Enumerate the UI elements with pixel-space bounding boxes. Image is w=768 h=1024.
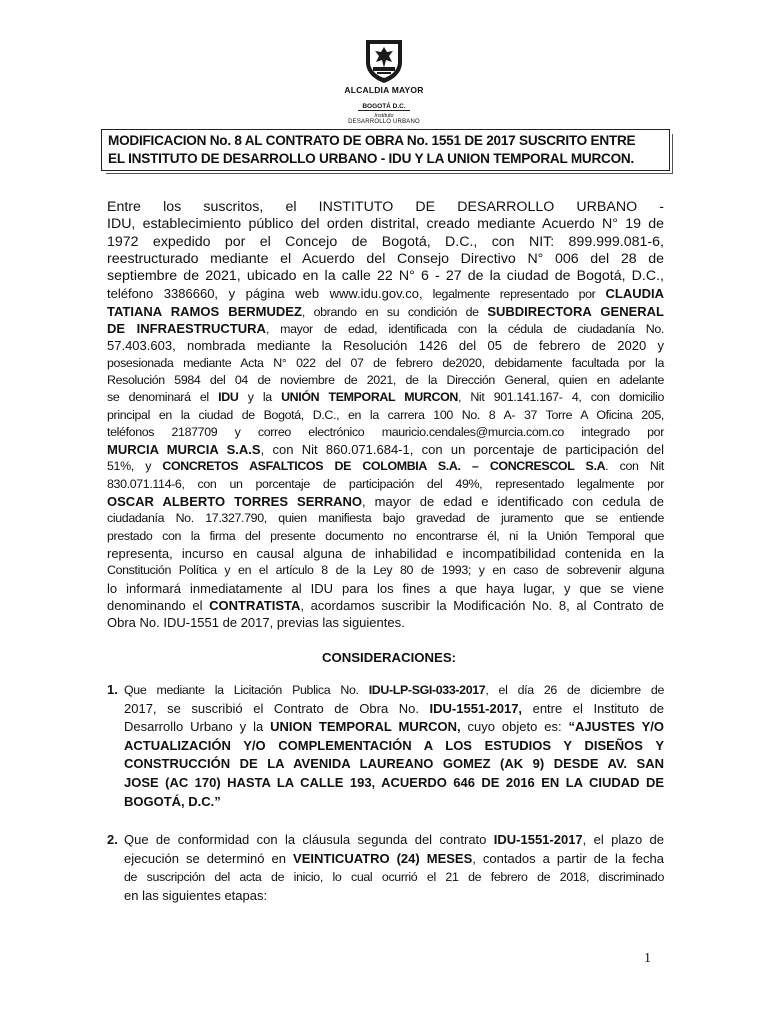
text-line: septiembre de 2021, ubicado en la calle 22 N° 6 - 27 de la ciudad de Bogotá, D.C., [107, 268, 664, 285]
logo-text-instituto: Instituto [374, 113, 394, 119]
text-line: 51%, y CONCRETOS ASFALTICOS DE COLOMBIA S.A. – CONCRESCOL S.A. con Nit [107, 459, 664, 474]
text-line: IDU, establecimiento público del orden distrital, creado mediante Acuerdo N° 19 de [107, 216, 664, 233]
text-line: Obra No. IDU-1551 de 2017, previas las siguientes. [107, 615, 405, 631]
text-line: principal en la ciudad de Bogotá, D.C., en la carrera 100 No. 8 A- 37 Torre A Oficina 205, [107, 407, 664, 422]
text-line: CONSTRUCCIÓN DE LA AVENIDA LAUREANO GOMEZ (AK 9) DESDE AV. SAN [124, 756, 664, 772]
list-item-number: 2. [107, 832, 118, 847]
list-item-number: 1. [107, 682, 118, 697]
text-line: posesionada mediante Acta N° 022 del 07 de febrero de2020, debidamente facultada por la [107, 355, 664, 370]
text-line: TATIANA RAMOS BERMUDEZ, obrando en su condición de SUBDIRECTORA GENERAL [107, 303, 664, 319]
header-logo [322, 38, 446, 125]
logo-text-alcaldia: ALCALDIA MAYOR [344, 85, 424, 95]
text-line: prestado con la firma del presente documento no encontrarse él, ni la Unión Temporal que [107, 528, 664, 543]
text-line: se denominará el IDU y la UNIÓN TEMPORAL MURCON, Nit 901.141.167- 4, con domicilio [107, 390, 664, 405]
text-line: Constitución Política y en el artículo 8 de la Ley 80 de 1993; y en caso de sobrevenir alguna [107, 563, 664, 578]
text-line: teléfono 3386660, y página web www.idu.gov.co, legalmente representado por CLAUDIA [107, 286, 664, 302]
logo-text-desarrollo: DESARROLLO URBANO [348, 119, 420, 125]
text-line: Resolución 5984 del 04 de noviembre de 2021, de la Dirección General, quien en adelante [107, 372, 664, 387]
text-line: Que mediante la Licitación Publica No. IDU-LP-SGI-033-2017, el día 26 de diciembre de [124, 683, 664, 697]
text-line: teléfonos 2187709 y correo electrónico mauricio.cendales@murcia.com.co integrado por [107, 424, 664, 439]
text-line: 2017, se suscribió el Contrato de Obra No. IDU-1551-2017, entre el Instituto de [124, 700, 664, 716]
considerations-heading: CONSIDERACIONES: [321, 650, 457, 665]
text-line: de suscripción del acta de inicio, lo cual ocurrió el 21 de febrero de 2018, discriminado [124, 870, 664, 885]
text-line: ejecución se determinó en VEINTICUATRO (24) MESES, contados a partir de la fecha [124, 850, 664, 866]
text-line: reestructurado mediante el Acuerdo del Consejo Directivo N° 006 del 28 de [107, 250, 664, 267]
text-line: OSCAR ALBERTO TORRES SERRANO, mayor de edad e identificado con cedula de [107, 494, 664, 510]
text-line: JOSE (AC 170) HASTA LA CALLE 193, ACUERDO 646 DE 2016 EN LA CIUDAD DE [124, 774, 664, 790]
text-line: MURCIA MURCIA S.A.S, con Nit 860.071.684-1, con un porcentaje de participación del [107, 442, 665, 458]
document-title-box [101, 129, 670, 171]
coat-of-arms-icon [362, 38, 406, 84]
text-line: Que de conformidad con la cláusula segunda del contrato IDU-1551-2017, el plazo de [124, 832, 664, 847]
text-line: ACTUALIZACIÓN Y/O COMPLEMENTACIÓN A LOS ESTUDIOS Y DISEÑOS Y [124, 737, 664, 753]
text-line: denominando el CONTRATISTA, acordamos suscribir la Modificación No. 8, al Contrato de [107, 597, 664, 613]
title-line-2: EL INSTITUTO DE DESARROLLO URBANO - IDU Y LA UNION TEMPORAL MURCON. [108, 151, 635, 166]
text-line: 57.403.603, nombrada mediante la Resolución 1426 del 05 de febrero de 2020 y [107, 338, 664, 354]
text-line: Desarrollo Urbano y la UNION TEMPORAL MURCON, cuyo objeto es: “AJUSTES Y/O [124, 719, 665, 735]
text-line: 830.071.114-6, con un porcentaje de participación del 49%, representado legalmente por [107, 476, 664, 491]
text-line: 1972 expedido por el Concejo de Bogotá, D.C., con NIT: 899.999.081-6, [107, 233, 664, 250]
page-number: 1 [644, 951, 651, 966]
text-line: BOGOTÁ, D.C.” [124, 793, 221, 809]
text-line: Entre los suscritos, el INSTITUTO DE DESARROLLO URBANO - [107, 199, 664, 215]
text-line: lo informará inmediatamente al IDU para los fines a que haya lugar, y que se viene [107, 580, 664, 596]
text-line: representa, incurso en causal alguna de inhabilidad e incompatibilidad contenida en la [107, 545, 664, 561]
text-line: ciudadanía No. 17.327.790, quien manifiesta bajo gravedad de juramento que se entiende [107, 511, 664, 526]
logo-text-bogota: BOGOTÁ D.C. [358, 103, 409, 111]
text-line: en las siguientes etapas: [124, 887, 268, 903]
title-line-1: MODIFICACION No. 8 AL CONTRATO DE OBRA No. 1551 DE 2017 SUSCRITO ENTRE [108, 133, 636, 148]
intro-paragraph [107, 199, 664, 631]
text-line: DE INFRAESTRUCTURA, mayor de edad, identificada con la cédula de ciudadanía No. [107, 321, 664, 337]
